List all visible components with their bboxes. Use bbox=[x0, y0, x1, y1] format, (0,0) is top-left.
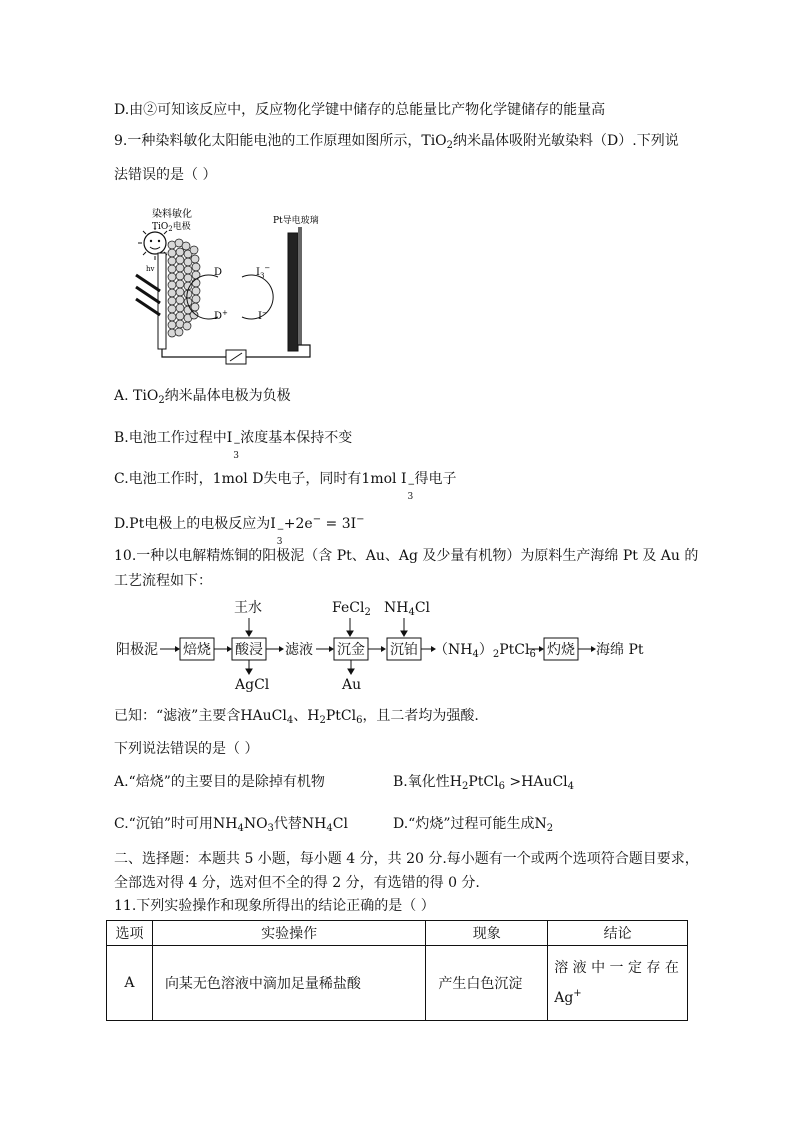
q9-option-d: D.Pt电极上的电极反应为I − 3 +2e− = 3I− bbox=[114, 514, 365, 547]
q9-stem: 9.一种染料敏化太阳能电池的工作原理如图所示，TiO$_2$纳米晶体吸附光敏染料（D）.下列说 bbox=[114, 133, 679, 151]
svg-text:王水: 王水 bbox=[234, 600, 262, 616]
svg-text:海绵 Pt: 海绵 Pt bbox=[596, 642, 644, 658]
cell-conclusion: 溶 液 中 一 定 存 在 Ag+ bbox=[548, 946, 688, 1021]
header-phenomenon: 现象 bbox=[426, 921, 548, 946]
q10-option-a: A.“焙烧”的主要目的是除掉有机物 bbox=[114, 774, 325, 790]
solar-cell-diagram bbox=[130, 205, 330, 365]
section-2-instructions-cont: 全部选对得 4 分，选对但不全的得 2 分，有选错的得 0 分. bbox=[114, 875, 480, 891]
q10-question: 下列说法错误的是（ ） bbox=[114, 741, 259, 757]
svg-text:D+: D+ bbox=[214, 309, 228, 322]
svg-text:AgCl: AgCl bbox=[235, 677, 270, 692]
q8-option-d: D.由②可知该反应中，反应物化学键中储存的总能量比产物化学键储存的能量高 bbox=[114, 102, 606, 118]
table-header-row bbox=[107, 921, 688, 946]
q10-stem: 10.一种以电解精炼铜的阳极泥（含 Pt、Au、Ag 及少量有机物）为原料生产海绵 Pt 及 Au 的 bbox=[114, 548, 699, 564]
q10-known: 已知：“滤液”主要含HAuCl$_4$、$H_2PtCl_6$，且二者均为强酸. bbox=[114, 708, 479, 726]
pt-electrode bbox=[288, 233, 298, 351]
svg-text:TiO2电极: TiO$_2$电极 bbox=[152, 222, 191, 233]
q9-stem-cont: 法错误的是（ ） bbox=[114, 167, 217, 183]
svg-text:I3−: $I_3^-$ bbox=[256, 264, 271, 280]
svg-text:hv: hv bbox=[146, 265, 155, 273]
svg-text:FeCl2: FeCl$_2$ bbox=[332, 600, 371, 618]
svg-text:I−: I− bbox=[258, 309, 268, 322]
svg-text:NH4Cl: $NH_4Cl$ bbox=[384, 600, 431, 618]
process-flow-diagram bbox=[114, 596, 674, 692]
svg-text:D: D bbox=[214, 267, 223, 278]
section-2-instructions: 二、选择题：本题共 5 小题，每小题 4 分，共 20 分.每小题有一个或两个选项符合题目要求， bbox=[114, 851, 699, 867]
cell-operation: 向某无色溶液中滴加足量稀盐酸 bbox=[152, 946, 425, 1021]
light-arrows bbox=[136, 275, 160, 315]
q9-option-a: A. TiO$_2$纳米晶体电极为负极 bbox=[114, 388, 291, 406]
header-conclusion: 结论 bbox=[548, 921, 688, 946]
q9-option-b: B.电池工作过程中I − 3 浓度基本保持不变 bbox=[114, 430, 353, 461]
svg-text:沉铂: 沉铂 bbox=[390, 642, 418, 658]
svg-text:阳极泥: 阳极泥 bbox=[116, 642, 158, 658]
svg-text:灼烧: 灼烧 bbox=[547, 642, 575, 658]
svg-text:（NH4）2PtCl6: $(NH_4)_2PtCl_6$ bbox=[434, 642, 536, 660]
cell-option: A bbox=[107, 946, 153, 1021]
q10-option-b: B.氧化性$H_2PtCl_6$ >HAuCl$_4$ bbox=[393, 774, 575, 792]
header-option: 选项 bbox=[107, 921, 153, 946]
svg-text:Au: Au bbox=[342, 677, 362, 692]
cell-phenomenon: 产生白色沉淀 bbox=[426, 946, 548, 1021]
svg-text:Pt导电玻璃: Pt导电玻璃 bbox=[273, 216, 319, 226]
header-operation: 实验操作 bbox=[152, 921, 425, 946]
q11-table bbox=[106, 920, 688, 1021]
q11-stem: 11.下列实验操作和现象所得出的结论正确的是（ ） bbox=[114, 898, 435, 914]
q9-option-c: C.电池工作时，1mol D失电子，同时有1mol I − 3 得电子 bbox=[114, 471, 457, 502]
q10-option-d: D.“灼烧”过程可能生成$N_2$ bbox=[393, 816, 554, 834]
svg-text:焙烧: 焙烧 bbox=[183, 642, 211, 658]
svg-text:染料敏化: 染料敏化 bbox=[152, 209, 192, 220]
q10-option-c: C.“沉铂”时可用$NH_4NO_3$代替$NH_4Cl$ bbox=[114, 816, 348, 834]
svg-text:酸浸: 酸浸 bbox=[235, 642, 263, 658]
svg-text:沉金: 沉金 bbox=[337, 642, 365, 658]
svg-text:滤液: 滤液 bbox=[285, 642, 313, 658]
table-row bbox=[107, 946, 688, 1021]
nanocrystal-cluster bbox=[168, 239, 200, 337]
q10-stem-cont: 工艺流程如下： bbox=[114, 573, 212, 589]
